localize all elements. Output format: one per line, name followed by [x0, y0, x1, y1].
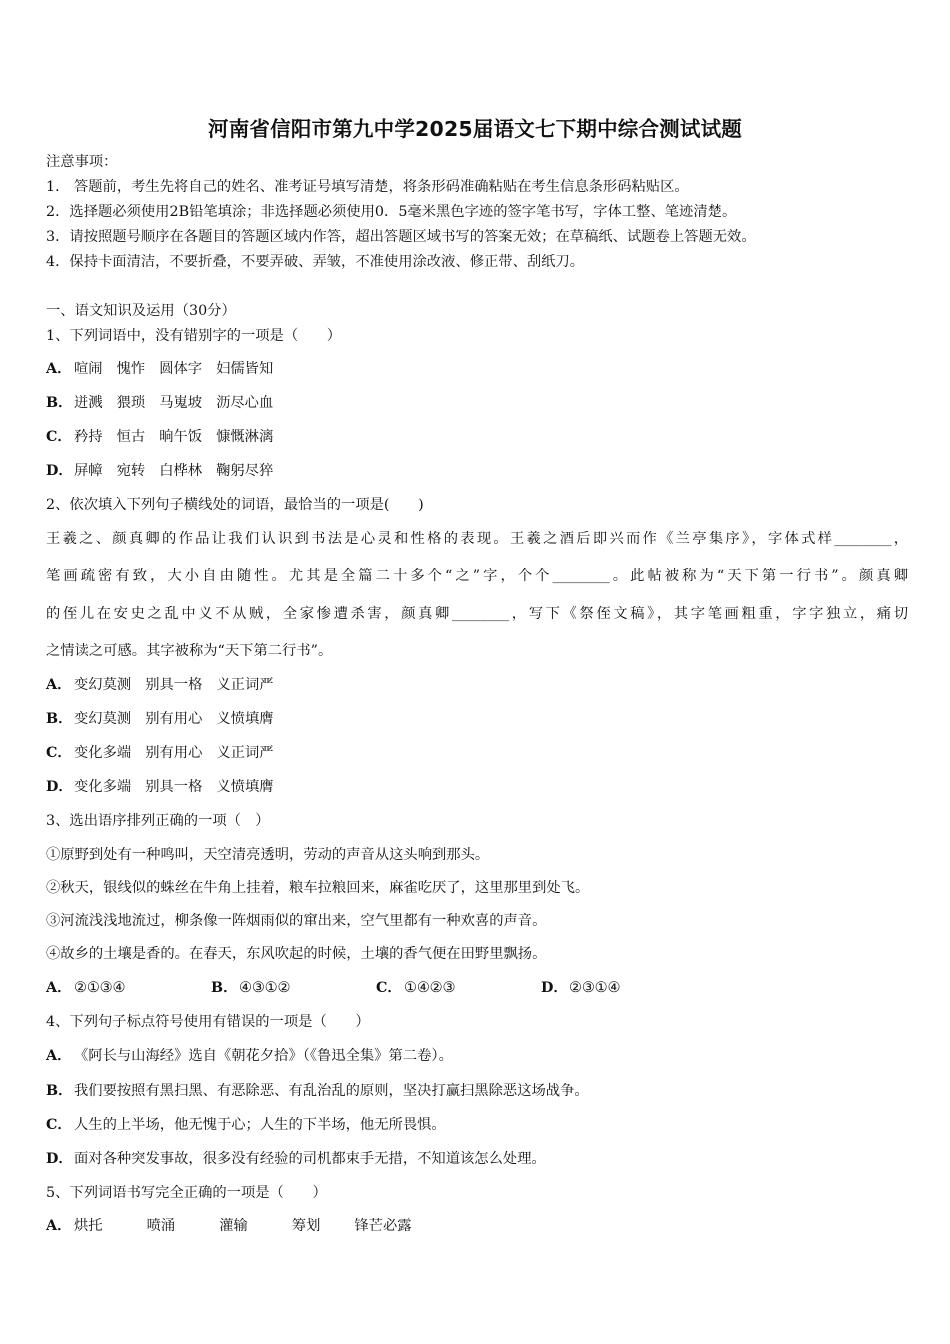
notice-item: 4．保持卡面清洁，不要折叠，不要弄破、弄皱，不准使用涂改液、修正带、刮纸刀。 — [46, 254, 585, 270]
q3-options-row — [46, 978, 706, 998]
notice-heading: 注意事项： — [46, 154, 118, 170]
q4-option-c: C． 人生的上半场，他无愧于心；人生的下半场，他无所畏惧。 — [46, 1117, 446, 1133]
q3-option-d: D．②③①④ — [541, 980, 621, 996]
q1-option-d: D．屏幛 宛转 白桦林 鞠躬尽猝 — [46, 463, 274, 479]
q3-sentence: ①原野到处有一种鸣叫，天空清亮透明，劳动的声音从这头响到那头。 — [46, 847, 490, 863]
question-3-stem: 3、选出语序排列正确的一项（ ） — [46, 813, 270, 829]
question-4-stem: 4、下列句子标点符号使用有错误的一项是（ ） — [46, 1014, 370, 1030]
q4-option-d: D．面对各种突发事故，很多没有经验的司机都束手无措，不知道该怎么处理。 — [46, 1151, 546, 1167]
page-title: 河南省信阳市第九中学2025届语文七下期中综合测试试题 — [208, 117, 742, 141]
q2-passage-line: 王羲之、颜真卿的作品让我们认识到书法是心灵和性格的表现。王羲之酒后即兴而作《兰亭集序》，字体式样________， — [46, 531, 908, 547]
q2-option-c: C． 变化多端 别有用心 义正词严 — [46, 745, 274, 761]
q3-sentence: ③河流浅浅地流过，柳条像一阵烟雨似的窜出来，空气里都有一种欢喜的声音。 — [46, 913, 547, 929]
question-5-stem: 5、下列词语书写完全正确的一项是（ ） — [46, 1185, 327, 1201]
question-1-stem: 1、下列词语中，没有错别字的一项是（ ） — [46, 328, 342, 344]
q3-sentence: ②秋天，银线似的蛛丝在牛角上挂着，粮车拉粮回来，麻雀吃厌了，这里那里到处飞。 — [46, 880, 590, 896]
notice-item: 3．请按照题号顺序在各题目的答题区域内作答，超出答题区域书写的答案无效；在草稿纸、试题卷上答题无效。 — [46, 229, 756, 245]
q1-option-b: B． 迸溅 猥琐 马嵬坡 沥尽心血 — [46, 395, 274, 411]
q2-passage-line: 的侄儿在安史之乱中义不从贼，全家惨遭杀害，颜真卿________，写下《祭侄文稿》，其字笔画粗重，字字独立，痛切 — [46, 606, 908, 622]
q3-option-a: A． ②①③④ — [46, 980, 126, 996]
notice-item: 1． 答题前，考生先将自己的姓名、准考证号填写清楚，将条形码准确粘贴在考生信息条形码粘贴区。 — [46, 179, 689, 195]
q5-option-a: A． 烘托 喷涌 灌输 筹划 锋芒必露 — [46, 1218, 412, 1234]
q1-option-c: C． 矜持 恒古 晌午饭 慷慨淋漓 — [46, 429, 274, 445]
question-2-stem: 2、依次填入下列句子横线处的词语，最恰当的一项是( ) — [46, 497, 424, 513]
q3-option-c: C． ①④②③ — [376, 980, 456, 996]
section-heading: 一、语文知识及运用（30分） — [46, 303, 236, 319]
q2-passage-line: 之情读之可感。其字被称为“天下第二行书”。 — [46, 643, 333, 659]
q2-option-b: B． 变幻莫测 别有用心 义愤填膺 — [46, 711, 274, 727]
q3-sentence: ④故乡的土壤是香的。在春天，东风吹起的时候，土壤的香气便在田野里飘扬。 — [46, 946, 547, 962]
q4-option-a: A． 《阿长与山海经》选自《朝花夕拾》（《鲁迅全集》第二卷）。 — [46, 1048, 453, 1064]
q4-option-b: B． 我们要按照有黑扫黑、有恶除恶、有乱治乱的原则，坚决打赢扫黑除恶这场战争。 — [46, 1083, 589, 1099]
q3-option-b: B． ④③①② — [211, 980, 291, 996]
q2-passage-line: 笔画疏密有致，大小自由随性。尤其是全篇二十多个“之”字，个个________。此帖被称为“天下第一行书”。颜真卿 — [46, 568, 908, 584]
q2-option-a: A． 变幻莫测 别具一格 义正词严 — [46, 677, 274, 693]
q2-option-d: D．变化多端 别具一格 义愤填膺 — [46, 779, 274, 795]
q1-option-a: A． 喧闹 愧怍 圆体字 妇儒皆知 — [46, 361, 274, 377]
notice-item: 2．选择题必须使用2B铅笔填涂；非选择题必须使用0．5毫米黑色字迹的签字笔书写，字体工整、笔迹清楚。 — [46, 204, 737, 220]
